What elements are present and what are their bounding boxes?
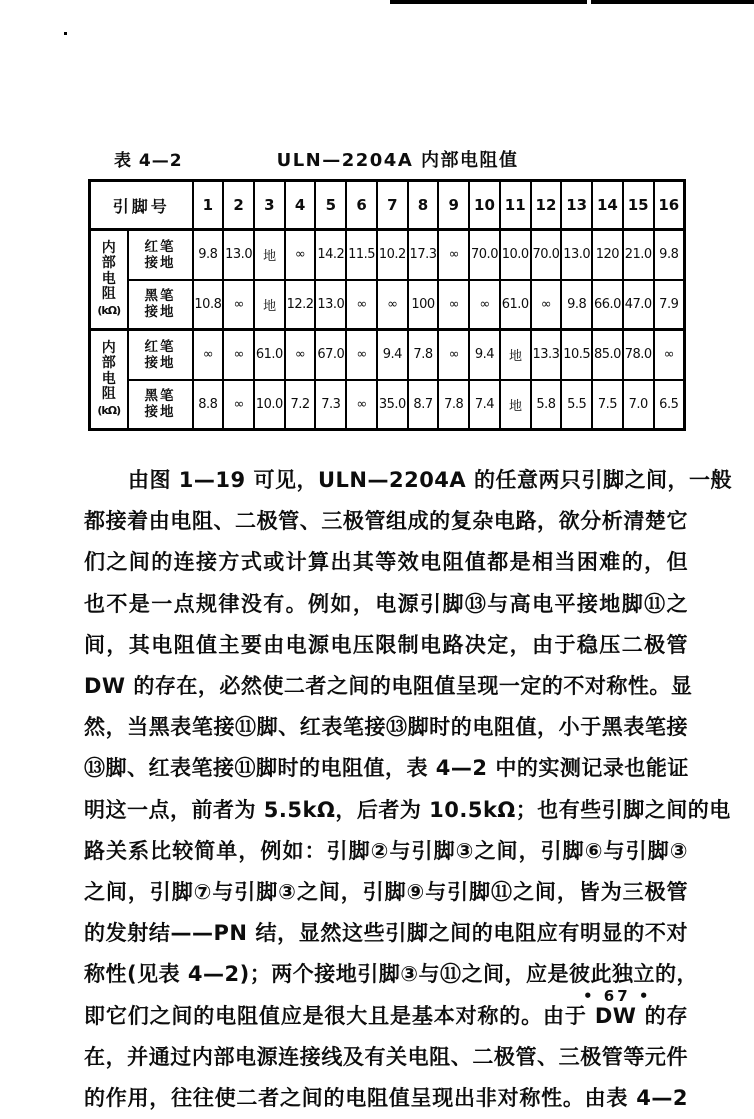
pin-number-corner-label: 引脚号: [90, 181, 193, 230]
body-text-line: 也不是一点规律没有。例如，电源引脚⑬与高电平接地脚⑪之: [84, 591, 688, 616]
resistance-value-cell: ∞: [654, 330, 685, 380]
resistance-value-cell: 21.0: [623, 230, 654, 280]
resistance-value-cell: 6.5: [654, 380, 685, 430]
resistance-value-cell: 7.8: [408, 330, 439, 380]
resistance-value-cell: 17.3: [408, 230, 439, 280]
resistance-value-cell: ∞: [531, 280, 562, 330]
resistance-value-cell: 9.4: [469, 330, 500, 380]
resistance-value-cell: ∞: [285, 230, 316, 280]
body-text-line: 们之间的连接方式或计算出其等效电阻值都是相当困难的，但: [84, 550, 688, 575]
body-text-line: 之间，引脚⑦与引脚③之间，引脚⑨与引脚⑪之间，皆为三极管: [84, 880, 688, 905]
resistance-value-cell: 5.5: [561, 380, 592, 430]
resistance-value-cell: 10.8: [193, 280, 224, 330]
body-text-line: DW 的存在，必然使二者之间的电阻值呈现一定的不对称性。显: [84, 674, 693, 699]
resistance-value-cell: 11.5: [346, 230, 377, 280]
resistance-value-cell: 地: [500, 380, 531, 430]
probe-polarity-label: 黑笔 接地: [128, 280, 193, 330]
resistance-value-cell: 7.4: [469, 380, 500, 430]
resistance-value-cell: ∞: [223, 280, 254, 330]
resistance-value-cell: ∞: [469, 280, 500, 330]
resistance-value-cell: ∞: [377, 280, 408, 330]
resistance-value-cell: ∞: [346, 280, 377, 330]
resistance-value-cell: 120: [592, 230, 623, 280]
resistance-table: [88, 179, 686, 431]
resistance-value-cell: 10.5: [561, 330, 592, 380]
resistance-value-cell: 61.0: [254, 330, 285, 380]
body-text-line: 然，当黑表笔接⑪脚、红表笔接⑬脚时的电阻值，小于黑表笔接: [84, 715, 688, 740]
resistance-value-cell: 35.0: [377, 380, 408, 430]
resistance-value-cell: 85.0: [592, 330, 623, 380]
resistance-value-cell: 67.0: [315, 330, 346, 380]
pin-header: 6: [346, 181, 377, 230]
resistance-value-cell: ∞: [193, 330, 224, 380]
scan-artifact-bar: [591, 0, 754, 4]
resistance-value-cell: ∞: [346, 330, 377, 380]
resistance-value-cell: 13.0: [561, 230, 592, 280]
resistance-value-cell: 70.0: [469, 230, 500, 280]
resistance-value-cell: 13.0: [223, 230, 254, 280]
pin-header: 16: [654, 181, 685, 230]
resistance-value-cell: 9.8: [561, 280, 592, 330]
pin-header: 9: [438, 181, 469, 230]
resistance-value-cell: 地: [254, 230, 285, 280]
resistance-value-cell: 地: [500, 330, 531, 380]
pin-header: 13: [561, 181, 592, 230]
resistance-value-cell: 14.2: [315, 230, 346, 280]
resistance-value-cell: 8.7: [408, 380, 439, 430]
resistance-value-cell: 13.3: [531, 330, 562, 380]
probe-polarity-label: 红笔 接地: [128, 230, 193, 280]
table-number-label: 表 4—2: [114, 151, 183, 171]
resistance-value-cell: 9.4: [377, 330, 408, 380]
row-group-label: 内 部 电 阻 (kΩ): [90, 230, 128, 330]
body-text-line: 在，并通过内部电源连接线及有关电阻、二极管、三极管等元件: [84, 1044, 688, 1069]
scan-artifact-bar: [390, 0, 587, 4]
resistance-value-cell: 47.0: [623, 280, 654, 330]
resistance-value-cell: 地: [254, 280, 285, 330]
pin-header: 8: [408, 181, 439, 230]
pin-header: 15: [623, 181, 654, 230]
page-number: • 67 •: [583, 987, 652, 1005]
body-text-line: 都接着由电阻、二极管、三极管组成的复杂电路，欲分析清楚它: [84, 509, 688, 534]
table-row: [90, 230, 685, 280]
resistance-value-cell: ∞: [223, 380, 254, 430]
scan-artifact-dot: [64, 32, 67, 35]
resistance-value-cell: 61.0: [500, 280, 531, 330]
resistance-value-cell: 13.0: [315, 280, 346, 330]
resistance-value-cell: 7.8: [438, 380, 469, 430]
resistance-value-cell: 12.2: [285, 280, 316, 330]
row-group-label: 内 部 电 阻 (kΩ): [90, 330, 128, 430]
resistance-value-cell: 70.0: [531, 230, 562, 280]
resistance-value-cell: 100: [408, 280, 439, 330]
table-row: [90, 280, 685, 330]
pin-header: 12: [531, 181, 562, 230]
pin-header-row: [90, 181, 685, 230]
body-text-line: 称性(见表 4—2)；两个接地引脚③与⑪之间，应是彼此独立的，: [84, 962, 699, 987]
resistance-value-cell: ∞: [438, 330, 469, 380]
resistance-value-cell: ∞: [438, 280, 469, 330]
pin-header: 10: [469, 181, 500, 230]
resistance-value-cell: ∞: [223, 330, 254, 380]
body-text-line: 的作用，往往使二者之间的电阻值呈现出非对称性。由表 4—2: [84, 1086, 688, 1111]
pin-header: 11: [500, 181, 531, 230]
resistance-value-cell: 8.8: [193, 380, 224, 430]
probe-polarity-label: 黑笔 接地: [128, 380, 193, 430]
body-text-line: ⑬脚、红表笔接⑪脚时的电阻值，表 4—2 中的实测记录也能证: [84, 756, 689, 781]
pin-header: 14: [592, 181, 623, 230]
pin-header: 4: [285, 181, 316, 230]
body-text-line: 间，其电阻值主要由电源电压限制电路决定，由于稳压二极管: [84, 632, 688, 657]
resistance-value-cell: ∞: [285, 330, 316, 380]
resistance-value-cell: 78.0: [623, 330, 654, 380]
resistance-value-cell: 9.8: [193, 230, 224, 280]
body-text-line: 由图 1—19 可见，ULN—2204A 的任意两只引脚之间，一般: [128, 468, 732, 492]
resistance-value-cell: ∞: [438, 230, 469, 280]
pin-header: 1: [193, 181, 224, 230]
resistance-value-cell: ∞: [346, 380, 377, 430]
resistance-value-cell: 7.0: [623, 380, 654, 430]
resistance-value-cell: 10.2: [377, 230, 408, 280]
body-text-line: 明这一点，前者为 5.5kΩ，后者为 10.5kΩ；也有些引脚之间的电: [84, 797, 731, 822]
body-paragraph: [84, 460, 732, 1119]
resistance-value-cell: 7.5: [592, 380, 623, 430]
body-text-line: 的发射结——PN 结，显然这些引脚之间的电阻应有明显的不对: [84, 921, 688, 946]
pin-header: 3: [254, 181, 285, 230]
table-title: ULN—2204A 内部电阻值: [276, 150, 519, 171]
resistance-value-cell: 7.9: [654, 280, 685, 330]
probe-polarity-label: 红笔 接地: [128, 330, 193, 380]
body-text-line: 路关系比较简单，例如：引脚②与引脚③之间，引脚⑥与引脚③: [84, 838, 688, 863]
table-caption: [85, 146, 687, 172]
resistance-value-cell: 7.3: [315, 380, 346, 430]
pin-header: 2: [223, 181, 254, 230]
table-row: [90, 330, 685, 380]
resistance-value-cell: 5.8: [531, 380, 562, 430]
pin-header: 7: [377, 181, 408, 230]
resistance-value-cell: 7.2: [285, 380, 316, 430]
resistance-value-cell: 10.0: [254, 380, 285, 430]
resistance-value-cell: 66.0: [592, 280, 623, 330]
table-row: [90, 380, 685, 430]
resistance-value-cell: 10.0: [500, 230, 531, 280]
pin-header: 5: [315, 181, 346, 230]
body-text-line: 即它们之间的电阻值应是很大且是基本对称的。由于 DW 的存: [84, 1003, 688, 1028]
resistance-value-cell: 9.8: [654, 230, 685, 280]
